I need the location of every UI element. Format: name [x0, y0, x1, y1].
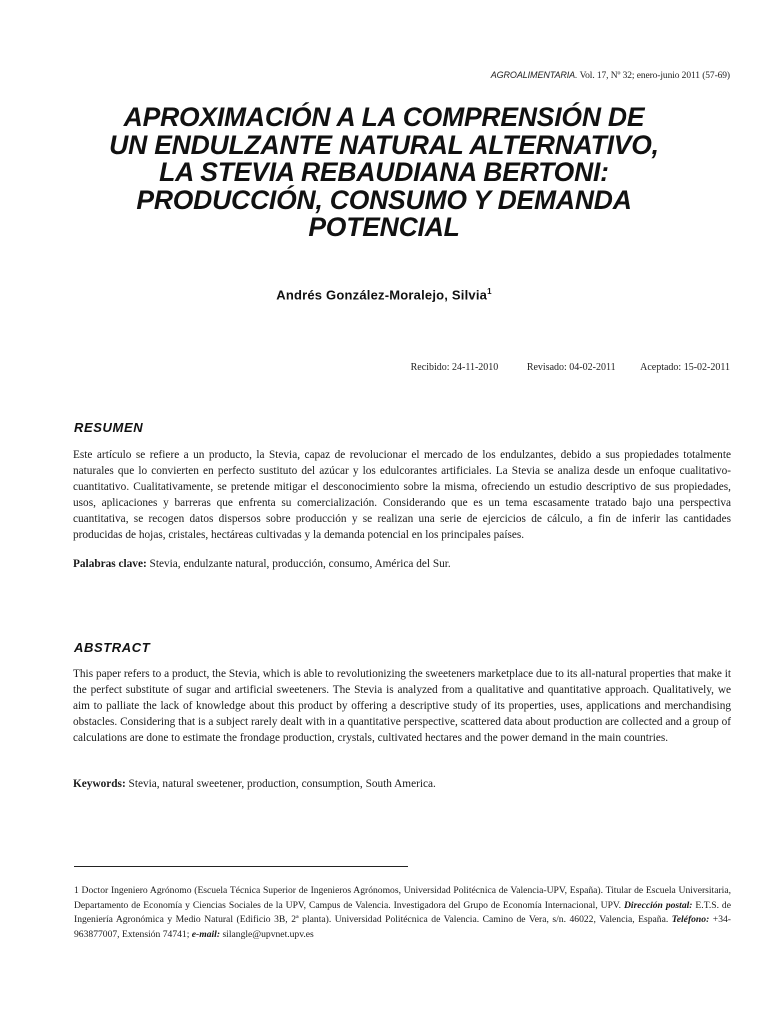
journal-issue: Vol. 17, Nº 32; enero-junio 2011 (57-69): [579, 71, 730, 81]
resumen-keywords: [73, 557, 731, 573]
keywords-label: Palabras clave:: [73, 558, 147, 570]
author-line: [0, 287, 768, 302]
footnote: [74, 884, 731, 942]
footnote-phone-label: Teléfono:: [671, 914, 710, 925]
keywords-label: Keywords:: [73, 778, 126, 790]
footnote-divider: [74, 866, 408, 867]
footnote-text: +34-963877007, Extensión 74741;: [74, 914, 731, 940]
resumen-body: Este artículo se refiere a un producto, la Stevia, capaz de revolucionar el mercado de los endulzantes, debido a sus propiedades totalmente naturales que lo convierten en perfecto sustituto del azúcar y los edulcorantes artificiales. La Stevia se analiza desde un enfoque cualitativo-cuantitativo. Cualitativamente, se pretende mitigar el desconocimiento sobre la misma, ofreciendo un estudio descriptivo de sus propiedades, usos, aplicaciones y barreras que enfrenta su comercialización. Considerando que es un tema escasamente tratado bajo una perspectiva cuantitativa, se recogen datos dispersos sobre producción y se realizan una serie de ejercicios de cálculo, a fin de inferir las cantidades producidas de hojas, cristales, hectáreas cultivadas y la demanda potencial en los principales países.: [73, 449, 731, 541]
article-dates: [411, 362, 730, 373]
footnote-text: E.T.S. de Ingeniería Agronómica y Medio Natural (Edificio 3B, 2ª planta). Universidad Politécnica de Valencia. Camino de Vera, s/n. 46022, Valencia, España.: [74, 899, 731, 925]
abstract-heading: ABSTRACT: [74, 640, 151, 655]
date-revised: Revisado: 04-02-2011: [526, 362, 616, 373]
footnote-email: silangle@upvnet.upv.es: [220, 928, 314, 940]
title-line: UN ENDULZANTE NATURAL ALTERNATIVO,: [109, 129, 659, 160]
title-line: PRODUCCIÓN, CONSUMO Y DEMANDA: [136, 184, 632, 215]
footnote-text: 1 Doctor Ingeniero Agrónomo (Escuela Técnica Superior de Ingenieros Agrónomos, Universidad Politécnica de Valencia-UPV, España). Titular de Escuela Universitaria, Departamento de Economía y Ciencias Sociales de la UPV, Campus de Valencia. Investigadora del Grupo de Economía Internacional, UPV.: [74, 885, 731, 911]
date-accepted: Aceptado: 15-02-2011: [640, 362, 730, 373]
footnote-address-label: Dirección postal:: [623, 899, 693, 911]
keywords-list: Stevia, endulzante natural, producción, consumo, América del Sur.: [146, 558, 451, 570]
author-name: Andrés González-Moralejo, Silvia: [276, 287, 488, 303]
journal-header: [491, 70, 730, 81]
resumen-heading: RESUMEN: [74, 420, 144, 435]
article-title: [60, 104, 708, 242]
journal-name: AGROALIMENTARIA.: [490, 70, 578, 80]
title-line: POTENCIAL: [308, 212, 460, 242]
title-line: APROXIMACIÓN A LA COMPRENSIÓN DE: [123, 102, 645, 132]
keywords-list: Stevia, natural sweetener, production, consumption, South America.: [125, 778, 436, 790]
author-footnote-mark: 1: [487, 287, 492, 296]
title-line: LA STEVIA REBAUDIANA BERTONI:: [159, 157, 609, 187]
date-received: Recibido: 24-11-2010: [410, 362, 499, 373]
footnote-email-label: e-mail:: [191, 928, 221, 940]
abstract-keywords: [73, 777, 731, 793]
abstract-body: This paper refers to a product, the Stevia, which is able to revolutionizing the sweeteners marketplace due to its all-natural properties that make it the perfect substitute of sugar and artificial sweeteners. The Stevia is analyzed from a qualitative and quantitative approach. Qualitatively, we aim to palliate the lack of knowledge about this product by offering a descriptive study of its properties, uses, applications and merchandising obstacles. Considering that is a subject rarely dealt with in a quantitative perspective, scattered data about production are collected and a group of calculations are done to estimate the frondage production, crystals, cultivated hectares and the power demand in the main countries.: [73, 668, 731, 744]
